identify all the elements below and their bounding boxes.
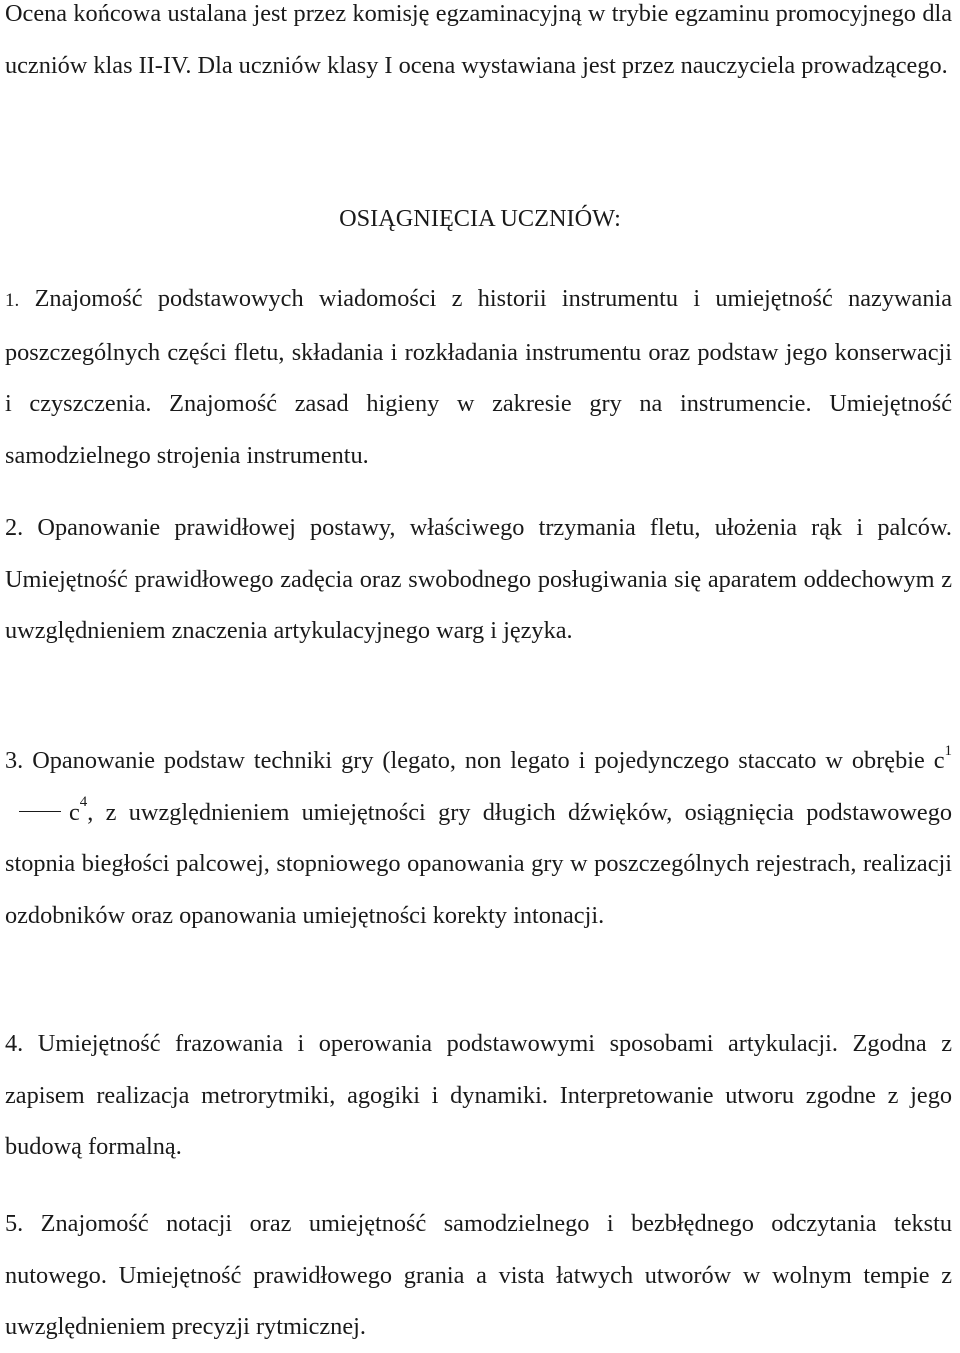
achievement-item-1 (0, 273, 960, 481)
intro-paragraph: Ocena końcowa ustalana jest przez komisję egzaminacyjną w trybie egzaminu promocyjnego dla uczniów klas II-IV. Dla uczniów klasy I ocena wystawiana jest przez nauczyciela prowadzącego. (5, 0, 952, 79)
item-text: Znajomość notacji oraz umiejętność samodzielnego i bezbłędnego odczytania tekstu nutowego. Umiejętność prawidłowego grania a vista łatwych utworów w wolnym tempie z uwzględnieniem precyzji rytmicznej. (5, 1210, 952, 1340)
achievement-item-5 (0, 1198, 960, 1353)
note-c: c (69, 798, 80, 826)
range-dash (19, 811, 61, 812)
item-text-start: Opanowanie podstaw techniki gry (legato, non legato i pojedynczego staccato w obrębie c (32, 747, 945, 774)
superscript-1: 1 (944, 742, 952, 759)
achievement-item-3 (0, 735, 960, 941)
item-number: 1. (5, 290, 20, 311)
superscript-4: 4 (79, 794, 88, 811)
item-text-end: , z uwzględnieniem umiejętności gry długich dźwięków, osiągnięcia podstawowego stopnia biegłości palcowej, stopniowego opanowania gry w poszczególnych rejestrach, realizacji ozdobników oraz opanowania umiejętności korekty intonacji. (5, 798, 952, 929)
item-number: 3. (5, 747, 24, 774)
item-number: 4. (5, 1030, 24, 1057)
section-heading: OSIĄGNIĘCIA UCZNIÓW: (339, 205, 621, 232)
item-text: Znajomość podstawowych wiadomości z historii instrumentu i umiejętność nazywania poszczególnych części fletu, składania i rozkładania instrumentu oraz podstaw jego konserwacji i czyszczenia. Znajomość zasad higieny w zakresie gry na instrumencie. Umiejętność samodzielnego strojenia instrumentu. (5, 285, 952, 469)
achievement-item-4 (0, 1018, 960, 1173)
item-number: 5. (5, 1210, 24, 1237)
item-number: 2. (5, 514, 24, 541)
item-text: Opanowanie prawidłowej postawy, właściwego trzymania fletu, ułożenia rąk i palców. Umiejętność prawidłowego zadęcia oraz swobodnego posługiwania się aparatem oddechowym z uwzględnieniem znaczenia artykulacyjnego warg i języka. (5, 514, 952, 644)
item-text: Umiejętność frazowania i operowania podstawowymi sposobami artykulacji. Zgodna z zapisem realizacja metrorytmiki, agogiki i dynamiki. Interpretowanie utworu zgodne z jego budową formalną. (5, 1030, 952, 1160)
achievement-item-2 (0, 502, 960, 657)
